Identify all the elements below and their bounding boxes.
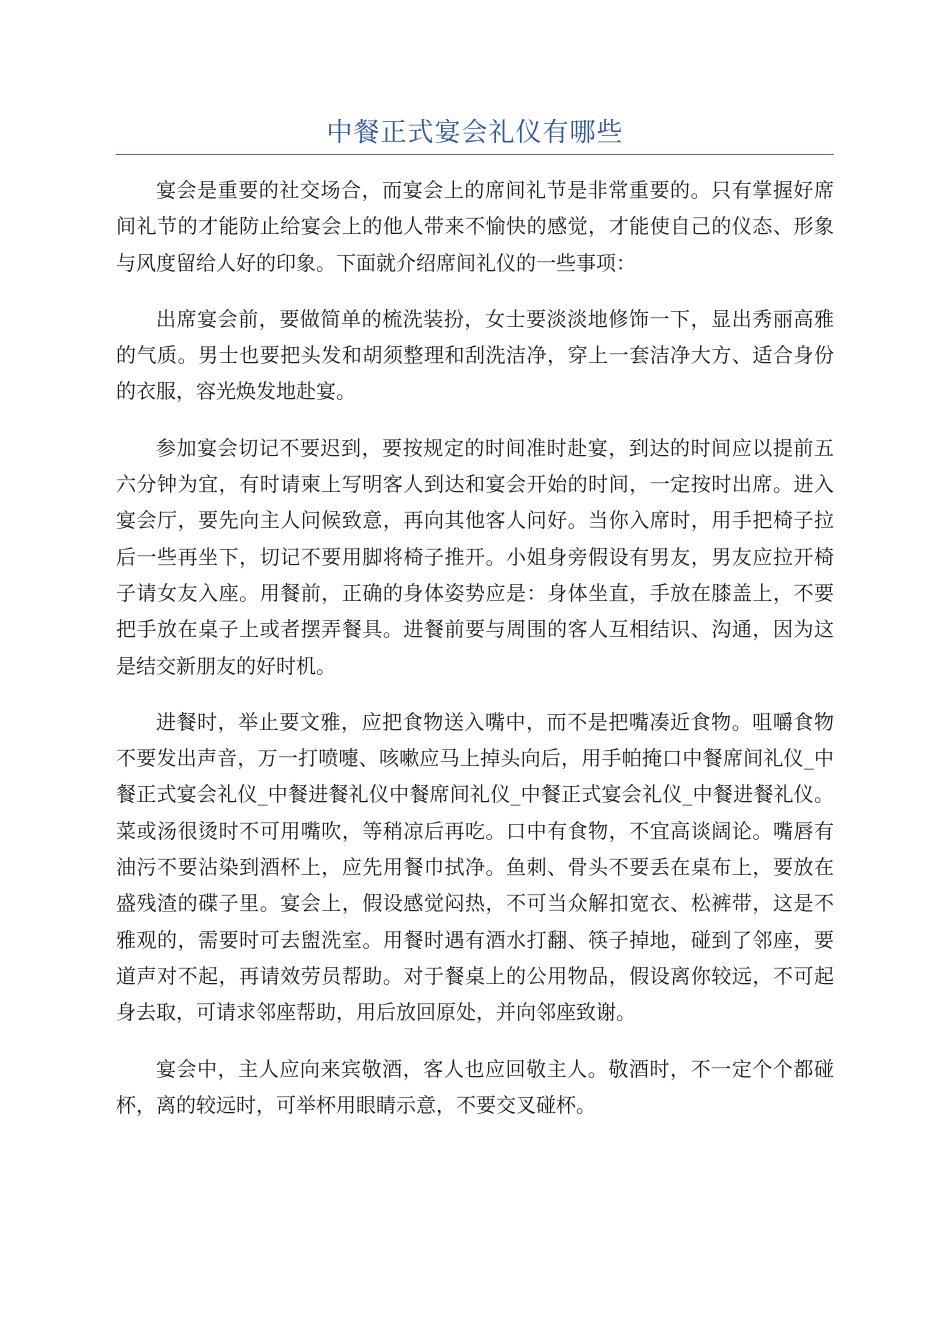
paragraph-before-banquet: 出席宴会前，要做简单的梳洗装扮，女士要淡淡地修饰一下，显出秀丽高雅的气质。男士也要把头发和胡须整理和刮洗洁净，穿上一套洁净大方、适合身份的衣服，容光焕发地赴宴。 <box>116 306 834 404</box>
page-title: 中餐正式宴会礼仪有哪些 <box>326 118 624 148</box>
paragraph-arrival-seating: 参加宴会切记不要迟到，要按规定的时间准时赴宴，到达的时间应以提前五六分钟为宜，有时请柬上写明客人到达和宴会开始的时间，一定按时出席。进入宴会厅，要先向主人问候致意，再向其他客人问好。当你入席时，用手把椅子拉后一些再坐下，切记不要用脚将椅子推开。小姐身旁假设有男友，男友应拉开椅子请女友入座。用餐前，正确的身体姿势应是：身体坐直，手放在膝盖上，不要把手放在桌子上或者摆弄餐具。进餐前要与周围的客人互相结识、沟通，因为这是结交新朋友的好时机。 <box>116 435 834 678</box>
document-body <box>116 172 834 1143</box>
paragraph-intro: 宴会是重要的社交场合，而宴会上的席间礼节是非常重要的。只有掌握好席间礼节的才能防止给宴会上的他人带来不愉快的感觉，才能使自己的仪态、形象与风度留给人好的印象。下面就介绍席间礼仪的一些事项： <box>116 178 834 275</box>
paragraph-dining-manners: 进餐时，举止要文雅，应把食物送入嘴中，而不是把嘴凑近食物。咀嚼食物不要发出声音，万一打喷嚏、咳嗽应马上掉头向后，用手帕掩口中餐席间礼仪_中餐正式宴会礼仪_中餐进餐礼仪中餐席间礼仪_中餐正式宴会礼仪_中餐进餐礼仪。菜或汤很烫时不可用嘴吹，等稍凉后再吃。口中有食物，不宜高谈阔论。嘴唇有油污不要沾染到酒杯上，应先用餐巾拭净。鱼刺、骨头不要丢在桌布上，要放在盛残渣的碟子里。宴会上，假设感觉闷热，不可当众解扣宽衣、松裤带，这是不雅观的，需要时可去盥洗室。用餐时遇有酒水打翻、筷子掉地，碰到了邻座，要道声对不起，再请效劳员帮助。对于餐桌上的公用物品，假设离你较远，不可起身去取，可请求邻座帮助，用后放回原处，并向邻座致谢。 <box>116 709 834 1025</box>
paragraph-toasting: 宴会中，主人应向来宾敬酒，客人也应回敬主人。敬酒时，不一定个个都碰杯，离的较远时，可举杯用眼睛示意，不要交叉碰杯。 <box>116 1056 834 1117</box>
title-underline <box>116 154 834 155</box>
